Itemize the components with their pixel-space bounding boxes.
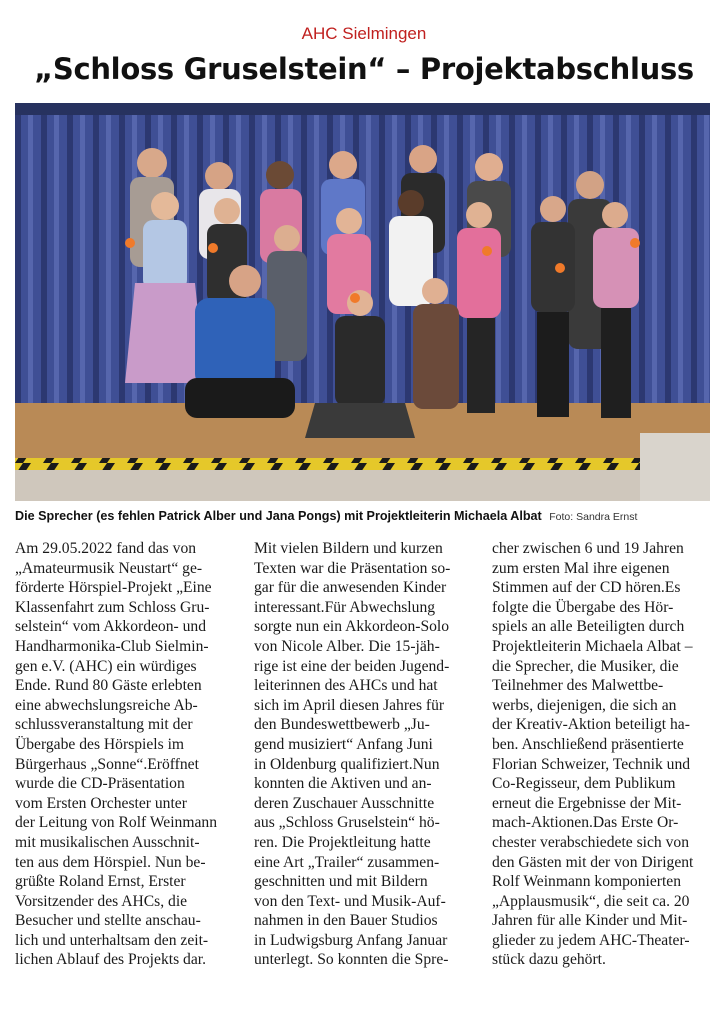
- text-line: Klassenfahrt zum Schloss Gru-: [15, 598, 210, 616]
- text-line: förderte Hörspiel-Projekt „Eine: [15, 579, 212, 597]
- text-line: von Nicole Alber. Die 15-jäh-: [254, 637, 440, 655]
- article-headline: „Schloss Gruselstein“ – Projektabschluss: [34, 52, 694, 86]
- text-line: Projektleiterin Michaela Albat –: [492, 637, 693, 655]
- article-column-3: [492, 539, 714, 970]
- text-line: Übergabe des Hörspiels im: [15, 735, 185, 753]
- text-line: den Bundeswettbewerb „Ju-: [254, 716, 430, 734]
- text-line: gend musiziert“ Anfang Juni: [254, 735, 433, 753]
- text-line: Besucher und stellte anschau-: [15, 912, 201, 930]
- text-line: erneut die Ergebnisse der Mit-: [492, 794, 682, 812]
- text-line: mach-Aktionen.Das Erste Or-: [492, 814, 679, 832]
- text-line: grüßte Roland Ernst, Erster: [15, 873, 186, 891]
- text-line: von den Text- und Musik-Auf-: [254, 892, 446, 910]
- text-line: zum ersten Mal ihre eigenen: [492, 559, 670, 577]
- text-line: in Ludwigsburg Anfang Januar: [254, 931, 448, 949]
- text-line: werbs, diejenigen, die sich an: [492, 696, 677, 714]
- text-line: ten aus dem Hörspiel. Nun be-: [15, 853, 206, 871]
- text-line: Handharmonika-Club Sielmin-: [15, 637, 209, 655]
- caption-text: Die Sprecher (es fehlen Patrick Alber und Jana Pongs) mit Projektleiterin Michaela Albat: [15, 509, 542, 523]
- text-line: spiels an alle Beteiligten durch: [492, 618, 685, 636]
- text-line: Mit vielen Bildern und kurzen: [254, 540, 443, 557]
- text-line: konnten die Aktiven und an-: [254, 775, 432, 793]
- photo-credit: Foto: Sandra Ernst: [549, 511, 638, 523]
- text-line: gen e.V. (AHC) ein würdiges: [15, 657, 197, 675]
- text-line: nahmen in den Bauer Studios: [254, 912, 438, 930]
- text-line: cher zwischen 6 und 19 Jahren: [492, 540, 684, 557]
- text-line: sich im April diesen Jahres für: [254, 696, 445, 714]
- text-line: schlussveranstaltung mit der: [15, 716, 193, 734]
- text-line: vom Ersten Orchester unter: [15, 794, 187, 812]
- text-line: Co-Regisseur, dem Publikum: [492, 775, 676, 793]
- text-line: Rolf Weinmann komponierten: [492, 873, 682, 891]
- text-line: folgte die Übergabe des Hör-: [492, 598, 674, 616]
- text-line: eine abwechslungsreiche Ab-: [15, 696, 198, 714]
- text-line: chester verabschiedete sich von: [492, 833, 690, 851]
- text-line: den Gästen mit der von Dirigent: [492, 853, 694, 871]
- text-line: der Leitung von Rolf Weinmann: [15, 814, 218, 832]
- text-line: Stimmen auf der CD hören.Es: [492, 579, 681, 597]
- text-line: rige ist eine der beiden Jugend-: [254, 657, 450, 675]
- article-photo: [15, 103, 710, 501]
- text-line: der Kreativ-Aktion beteiligt ha-: [492, 716, 690, 734]
- text-line: Texten war die Präsentation so-: [254, 559, 451, 577]
- text-line: deren Zuschauer Ausschnitte: [254, 794, 435, 812]
- text-line: Vorsitzender des AHCs, die: [15, 892, 188, 910]
- text-line: leiterinnen des AHCs und hat: [254, 677, 438, 695]
- text-line: aus „Schloss Gruselstein“ hö-: [254, 814, 440, 832]
- text-line: „Amateurmusik Neustart“ ge-: [15, 559, 203, 577]
- text-line: Bürgerhaus „Sonne“.Eröffnet: [15, 755, 199, 773]
- text-line: in Oldenburg qualifiziert.Nun: [254, 755, 440, 773]
- text-line: lich und unterhaltsam den zeit-: [15, 931, 209, 949]
- text-line: die Sprecher, die Musiker, die: [492, 657, 679, 675]
- article-kicker: AHC Sielmingen: [301, 24, 427, 43]
- text-line: ren. Die Projektleitung hatte: [254, 833, 431, 851]
- text-line: selstein“ vom Akkordeon- und: [15, 618, 206, 636]
- text-line: gar für die anwesenden Kinder: [254, 579, 447, 597]
- text-line: lichen Ablauf des Projekts dar.: [15, 951, 206, 969]
- text-line: interessant.Für Abwechslung: [254, 598, 436, 616]
- text-line: Teilnehmer des Malwettbe-: [492, 677, 664, 695]
- article-column-2: [254, 539, 476, 970]
- photo-caption: [15, 509, 715, 523]
- text-line: mit musikalischen Ausschnit-: [15, 833, 200, 851]
- text-line: Am 29.05.2022 fand das von: [15, 540, 197, 557]
- text-line: wurde die CD-Präsentation: [15, 775, 185, 793]
- text-line: stück dazu gehört.: [492, 951, 606, 969]
- text-line: „Applausmusik“, die seit ca. 20: [492, 892, 690, 910]
- text-line: Florian Schweizer, Technik und: [492, 755, 691, 773]
- text-line: Jahren für alle Kinder und Mit-: [492, 912, 688, 930]
- article-column-1: [15, 539, 237, 970]
- text-line: ben. Anschließend präsentierte: [492, 735, 684, 753]
- text-line: eine Art „Trailer“ zusammen-: [254, 853, 440, 871]
- text-line: unterlegt. So konnten die Spre-: [254, 951, 449, 969]
- text-line: Ende. Rund 80 Gäste erlebten: [15, 677, 202, 695]
- text-line: glieder zu jedem AHC-Theater-: [492, 931, 690, 949]
- text-line: geschnitten und mit Bildern: [254, 873, 428, 891]
- text-line: sorgte nun ein Akkordeon-Solo: [254, 618, 450, 636]
